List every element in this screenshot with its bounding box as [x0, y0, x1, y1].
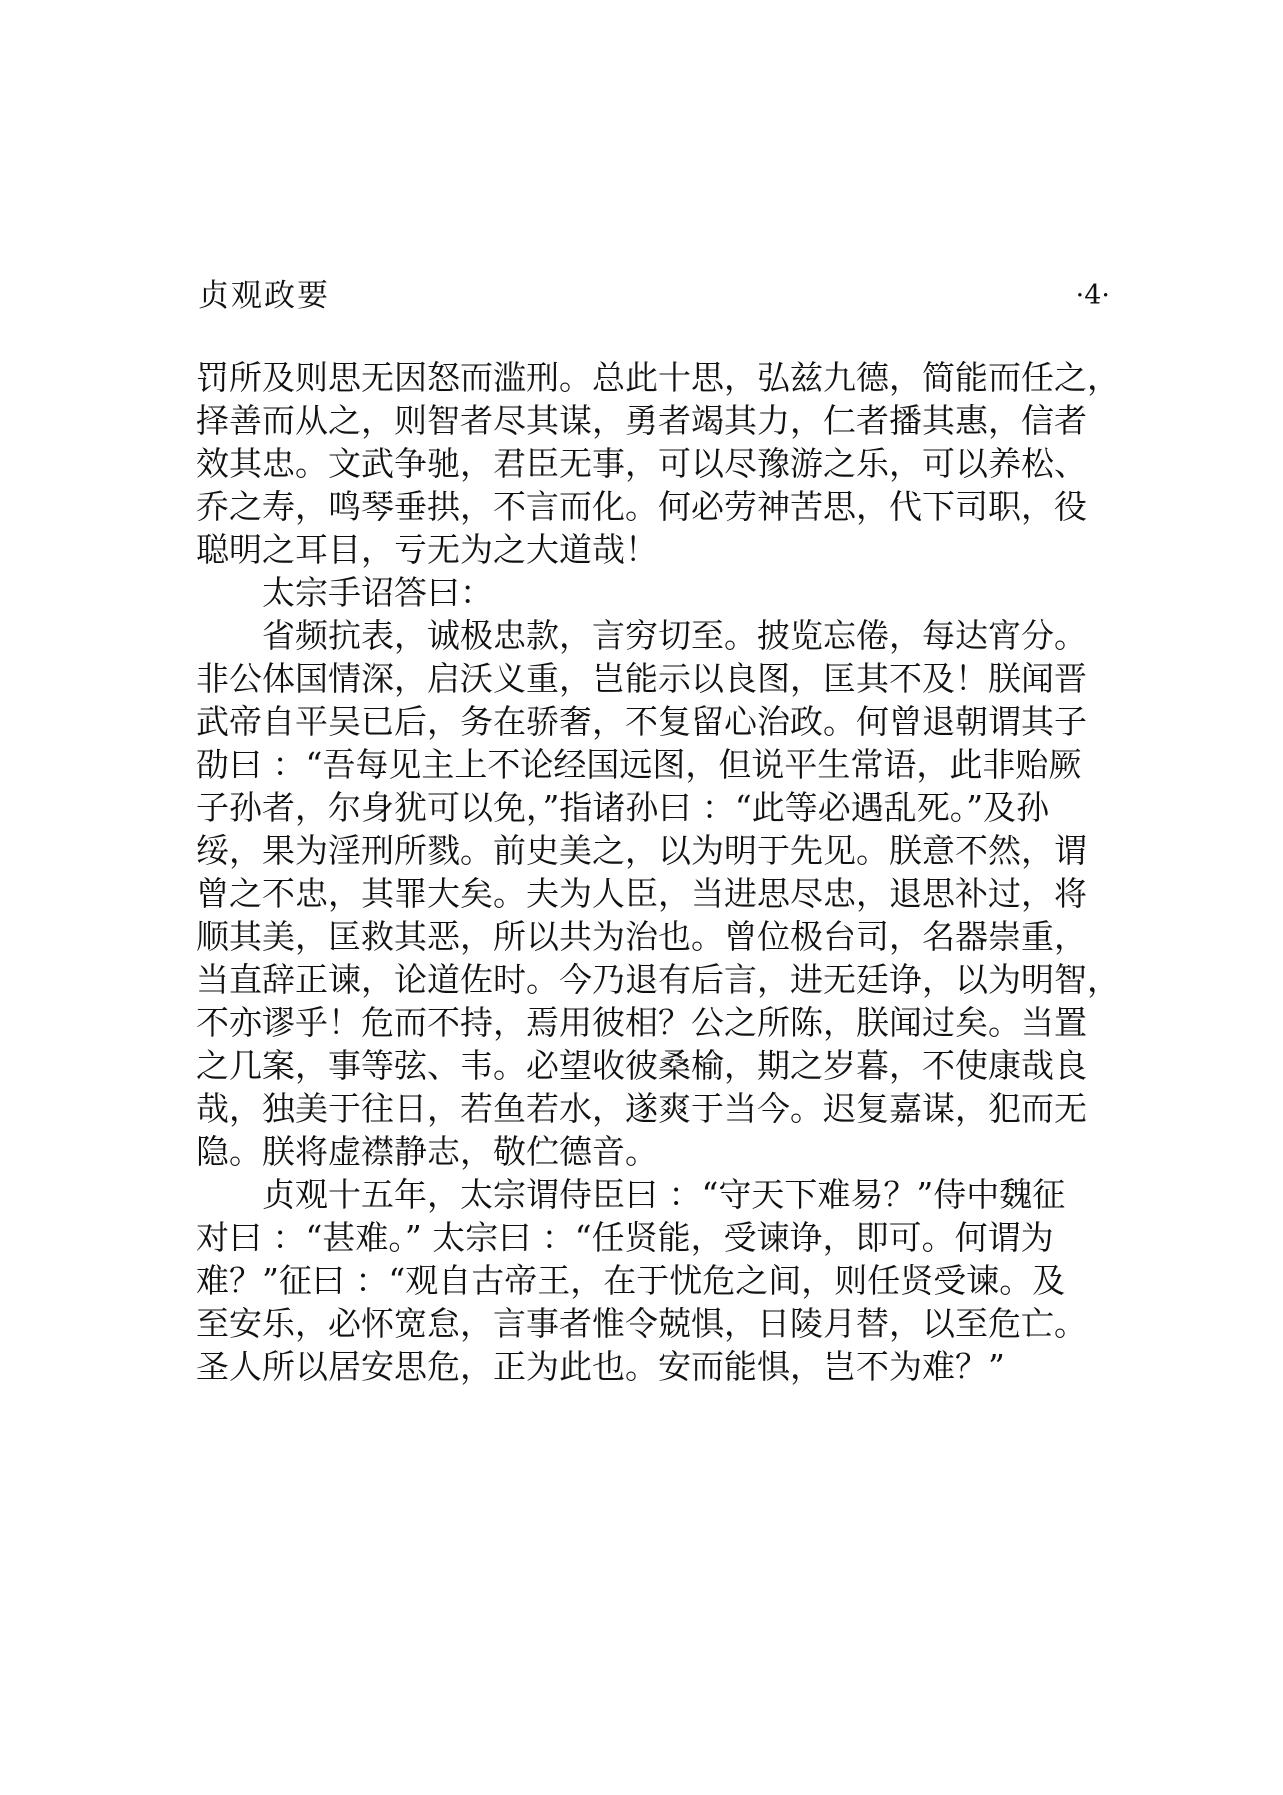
text-line: 之几案，事等弦、韦。必望收彼桑榆，期之岁暮，不使康哉良: [196, 1046, 1087, 1085]
text-line: 择善而从之，则智者尽其谋，勇者竭其力，仁者播其惠，信者: [196, 401, 1087, 440]
body-text: [196, 356, 1120, 1388]
page-number: ·4·: [1075, 280, 1110, 311]
text-line: 子孙者，尔身犹可以免，”指诸孙曰 ：“此等必遇乱死。”及孙: [196, 788, 1050, 827]
text-line: 太宗手诏答曰：: [262, 573, 493, 612]
text-line: 劭曰 ：“吾每见主上不论经国远图，但说平生常语，此非贻厥: [196, 745, 1082, 784]
text-line: 对曰 ：“甚难。” 太宗曰 ：“任贤能，受谏诤，即可。何谓为: [196, 1218, 1054, 1257]
text-line: 效其忠。文武争驰，君臣无事，可以尽豫游之乐，可以养松、: [196, 444, 1087, 483]
text-line: 曾之不忠，其罪大矣。夫为人臣，当进思尽忠，退思补过，将: [196, 874, 1087, 913]
text-line: 武帝自平吴已后，务在骄奢，不复留心治政。何曾退朝谓其子: [196, 702, 1087, 741]
text-line: 顺其美，匡救其恶，所以共为治也。曾位极台司，名器崇重，: [196, 917, 1087, 956]
text-line: 罚所及则思无因怒而滥刑。总此十思，弘兹九德，简能而任之，: [196, 358, 1120, 397]
text-line: 绥，果为淫刑所戮。前史美之，以为明于先见。朕意不然，谓: [196, 831, 1087, 870]
text-line: 至安乐，必怀宽怠，言事者惟令兢惧，日陵月替，以至危亡。: [196, 1304, 1087, 1343]
text-line: 乔之寿，鸣琴垂拱，不言而化。何必劳神苦思，代下司职，役: [196, 487, 1087, 526]
text-line: 哉，独美于往日，若鱼若水，遂爽于当今。迟复嘉谋，犯而无: [196, 1089, 1087, 1128]
text-line: 省频抗表，诚极忠款，言穷切至。披览忘倦，每达宵分。: [262, 616, 1087, 655]
text-line: 隐。朕将虚襟静志，敬伫德音。: [196, 1132, 658, 1171]
text-line: 贞观十五年，太宗谓侍臣曰 ：“守天下难易？”侍中魏征: [262, 1175, 1066, 1214]
text-line: 当直辞正谏，论道佐时。今乃退有后言，进无廷诤，以为明智，: [196, 960, 1120, 999]
text-line: 聪明之耳目，亏无为之大道哉！: [196, 530, 658, 569]
text-line: 圣人所以居安思危，正为此也。安而能惧，岂不为难？”: [196, 1347, 1005, 1386]
text-line: 不亦谬乎！危而不持，焉用彼相？公之所陈，朕闻过矣。当置: [196, 1003, 1087, 1042]
book-title: 贞观政要: [198, 278, 330, 314]
text-line: 非公体国情深，启沃义重，岂能示以良图，匡其不及！朕闻晋: [196, 659, 1087, 698]
text-line: 难？”征曰 ：“观自古帝王，在于忧危之间，则任贤受谏。及: [196, 1261, 1066, 1300]
running-header: [198, 272, 1110, 320]
